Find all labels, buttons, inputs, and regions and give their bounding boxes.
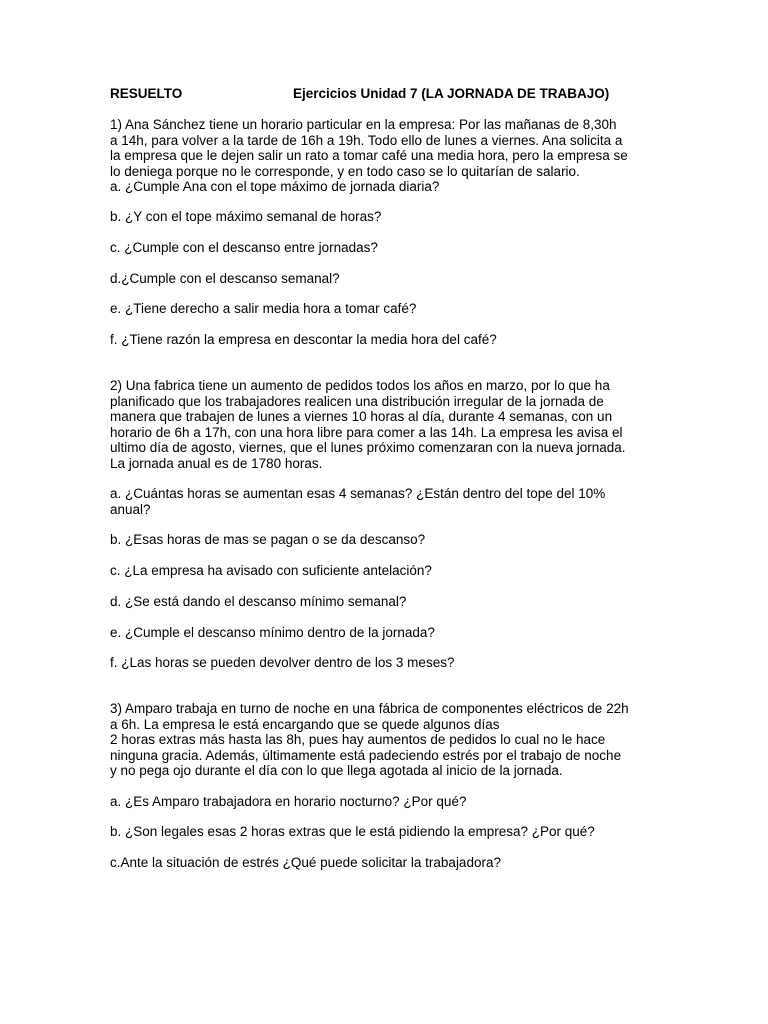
question-2d: d. ¿Se está dando el descanso mínimo semanal? xyxy=(110,594,407,609)
statement-line: planificado que los trabajadores realicen una distribución irregular de la jornada de xyxy=(110,393,604,409)
question-3c: c.Ante la situación de estrés ¿Qué puede solicitar la trabajadora? xyxy=(110,855,501,870)
statement-line: lo deniega porque no le corresponde, y en todo caso se lo quitarían de salario. xyxy=(110,163,580,179)
question-1e: e. ¿Tiene derecho a salir media hora a tomar café? xyxy=(110,301,417,316)
question-2b: b. ¿Esas horas de mas se pagan o se da descanso? xyxy=(110,532,426,547)
statement-line: a 6h. La empresa le está encargando que se quede algunos días xyxy=(110,716,500,732)
statement-line: 1) Ana Sánchez tiene un horario particular en la empresa: Por las mañanas de 8,30h xyxy=(110,117,617,132)
statement-line: ninguna gracia. Además, últimamente está padeciendo estrés por el trabajo de noche xyxy=(110,747,622,763)
question-3b: b. ¿Son legales esas 2 horas extras que le está pidiendo la empresa? ¿Por qué? xyxy=(110,824,595,839)
question-line: a. ¿Cuántas horas se aumentan esas 4 semanas? ¿Están dentro del tope del 10% xyxy=(110,486,606,501)
question-1b: b. ¿Y con el tope máximo semanal de horas? xyxy=(110,209,382,224)
statement-line: manera que trabajen de lunes a viernes 10 horas al día, durante 4 semanas, con un xyxy=(110,409,613,424)
page-title: Ejercicios Unidad 7 (LA JORNADA DE TRABAJO) xyxy=(293,86,610,101)
question-1f: f. ¿Tiene razón la empresa en descontar la media hora del café? xyxy=(110,332,497,347)
question-line: anual? xyxy=(110,501,151,517)
statement-line: y no pega ojo durante el día con lo que llega agotada al inicio de la jornada. xyxy=(110,763,563,778)
question-1c: c. ¿Cumple con el descanso entre jornadas? xyxy=(110,240,378,255)
document-header xyxy=(110,86,670,104)
statement-line: 2) Una fabrica tiene un aumento de pedidos todos los años en marzo, por lo que ha xyxy=(110,378,610,393)
question-1d: d.¿Cumple con el descanso semanal? xyxy=(110,271,340,286)
statement-line: 3) Amparo trabaja en turno de noche en una fábrica de componentes eléctricos de 22h xyxy=(110,701,629,716)
statement-line: La jornada anual es de 1780 horas. xyxy=(110,455,323,471)
question-1a: a. ¿Cumple Ana con el tope máximo de jornada diaria? xyxy=(110,179,440,194)
statement-line: 2 horas extras más hasta las 8h, pues hay aumentos de pedidos lo cual no le hace xyxy=(110,732,606,747)
statement-line: la empresa que le dejen salir un rato a tomar café una media hora, pero la empresa se xyxy=(110,148,628,163)
resuelto-label: RESUELTO xyxy=(110,86,183,101)
question-2c: c. ¿La empresa ha avisado con suficiente antelación? xyxy=(110,563,432,578)
statement-line: a 14h, para volver a la tarde de 16h a 19h. Todo ello de lunes a viernes. Ana solicita a xyxy=(110,132,623,148)
exercise-3-statement xyxy=(110,701,665,779)
statement-line: horario de 6h a 17h, con una hora libre para comer a las 14h. La empresa les avisa el xyxy=(110,424,623,440)
exercise-2-statement xyxy=(110,378,665,471)
question-2f: f. ¿Las horas se pueden devolver dentro de los 3 meses? xyxy=(110,655,455,670)
question-3a: a. ¿Es Amparo trabajadora en horario nocturno? ¿Por qué? xyxy=(110,794,467,809)
question-2e: e. ¿Cumple el descanso mínimo dentro de la jornada? xyxy=(110,625,435,640)
statement-line: ultimo día de agosto, viernes, que el lunes próximo comenzaran con la nueva jornada. xyxy=(110,440,626,455)
question-2a xyxy=(110,486,665,517)
exercise-1-statement xyxy=(110,117,665,195)
